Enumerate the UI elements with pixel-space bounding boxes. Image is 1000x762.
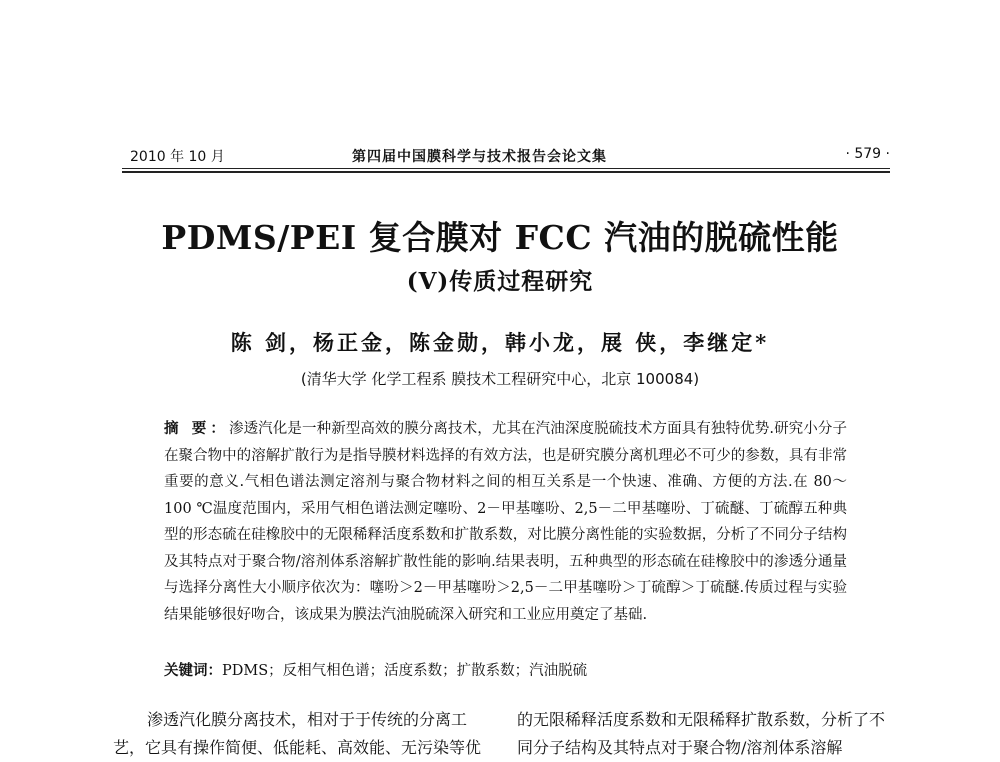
abstract-label: 摘 要： [164,420,229,437]
body-left-text: 渗透汽化膜分离技术，相对于于传统的分离工艺，它具有操作简便、低能耗、高效能、无污染等优 [113,710,482,757]
abstract-text: 渗透汽化是一种新型高效的膜分离技术，尤其在汽油深度脱硫技术方面具有独特优势.研究小分子在聚合物中的溶解扩散行为是指导膜材料选择的有效方法，也是研究膜分离机理必不可少的参数，具有非常重要的意义.气相色谱法测定溶剂与聚合物材料之间的相互关系是一个快速、准确、方便的方法.在 80～100 ℃温度范围内，采用气相色谱法测定噻吩、2－甲基噻吩、2,5－二甲基噻吩、丁硫醚、丁硫醇五种典型的形态硫在硅橡胶中的无限稀释活度系数和扩散系数，对比膜分离性能的实验数据，分析了不同分子结构及其特点对于聚合物/溶剂体系溶解扩散性能的影响.结果表明，五种典型的形态硫在硅橡胶中的渗透分通量与选择分离性大小顺序依次为：噻吩＞2－甲基噻吩＞2,5－二甲基噻吩＞丁硫醇＞丁硫醚.传质过程与实验结果能够很好吻合，该成果为膜法汽油脱硫深入研究和工业应用奠定了基础. [164,421,847,623]
header-rule-thin [122,168,890,169]
body-right-text: 的无限稀释活度系数和无限稀释扩散系数，分析了不同分子结构及其特点对于聚合物/溶剂体系溶解 [517,710,886,757]
keywords-label: 关键词： [164,663,222,679]
running-header [130,146,890,170]
keywords-text: PDMS；反相气相色谱；活度系数；扩散系数；汽油脱硫 [222,663,588,679]
header-proceedings-title: 第四届中国膜科学与技术报告会论文集 [352,149,607,165]
header-page-number: · 579 · [845,146,890,162]
keywords [164,659,847,680]
abstract [164,416,847,628]
header-rule-thick [122,171,890,173]
affiliation: (清华大学 化学工程系 膜技术工程研究中心，北京 100084) [300,370,700,388]
body-left-column [113,706,491,762]
body-right-column [517,706,895,762]
paper-subtitle: (Ⅴ)传质过程研究 [406,268,594,295]
header-date: 2010 年 10 月 [130,149,225,165]
author-list: 陈 剑，杨正金，陈金勋，韩小龙，展 侠，李继定* [230,330,770,355]
paper-title: PDMS/PEI 复合膜对 FCC 汽油的脱硫性能 [161,218,839,257]
